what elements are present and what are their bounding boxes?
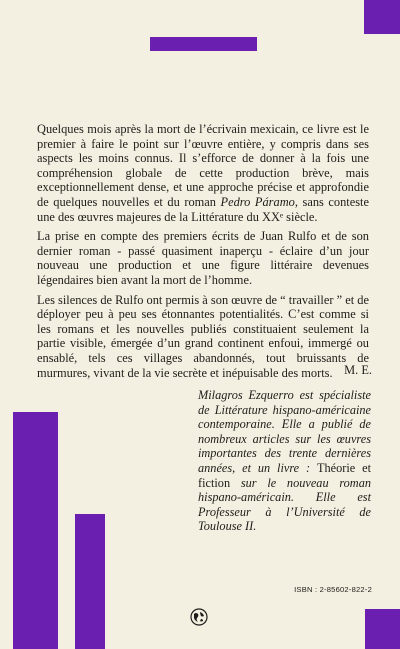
paragraph-2: La prise en compte des premiers écrits de Juan Rulfo et de son dernier roman - passé quasiment inaperçu - éclaire d’un jour nouveau une production et une figure littéraire devenues légendaires bien avant la mort de l’homme. — [37, 229, 369, 287]
decor-bar-left-tall — [13, 412, 58, 649]
paragraph-1-end: , sans conteste une des œuvres majeures de la Littérature du XXᵉ siècle. — [37, 194, 370, 224]
bio-text-2: sur le nouveau roman hispano-américain. Elle est Professeur à l’Université de Toulouse II. — [198, 475, 371, 534]
novel-title: Pedro Páramo — [220, 194, 295, 209]
globe-icon — [190, 608, 208, 626]
description-text — [37, 122, 369, 385]
paragraph-1 — [37, 122, 369, 224]
decor-bar-top-center — [150, 37, 257, 51]
bio-book-title: Théorie et fiction — [198, 460, 371, 490]
author-bio — [198, 388, 371, 534]
decor-bar-left-short — [75, 514, 105, 649]
signature: M. E. — [344, 363, 372, 377]
paragraph-1-text: Quelques mois après la mort de l’écrivain mexicain, ce livre est le premier à faire le point sur l’œuvre entière, y compris dans ses aspects les moins connus. Il s’efforce de donner à la fois une compréhension globale de cette production brève, mais exceptionnellement dense, et une approche précise et approfondie de quelques nouvelles et du roman — [37, 122, 369, 209]
decor-bar-bottom-right — [365, 609, 400, 649]
bio-text-1: Milagros Ezquerro est spécialiste de Littérature hispano-américaine contemporaine. Elle a publié de nombreux articles sur les œuvres importantes des trente dernières années, et un livre : — [198, 388, 371, 475]
isbn: ISBN : 2-85602-822-2 — [294, 585, 372, 594]
paragraph-3: Les silences de Rulfo ont permis à son œuvre de “ travailler ” et de déployer peu à peu ses étonnantes potentialités. C’est comme si les romans et les nouvelles publiés constituaient seulement la partie visible, émergée d’un grand continent enfoui, immergé ou ensablé, tels ces villages abandonnés, tout bruissants de murmures, vivant de la vie secrète et inépuisable des morts. — [37, 292, 369, 380]
decor-bar-top-right — [364, 0, 400, 34]
